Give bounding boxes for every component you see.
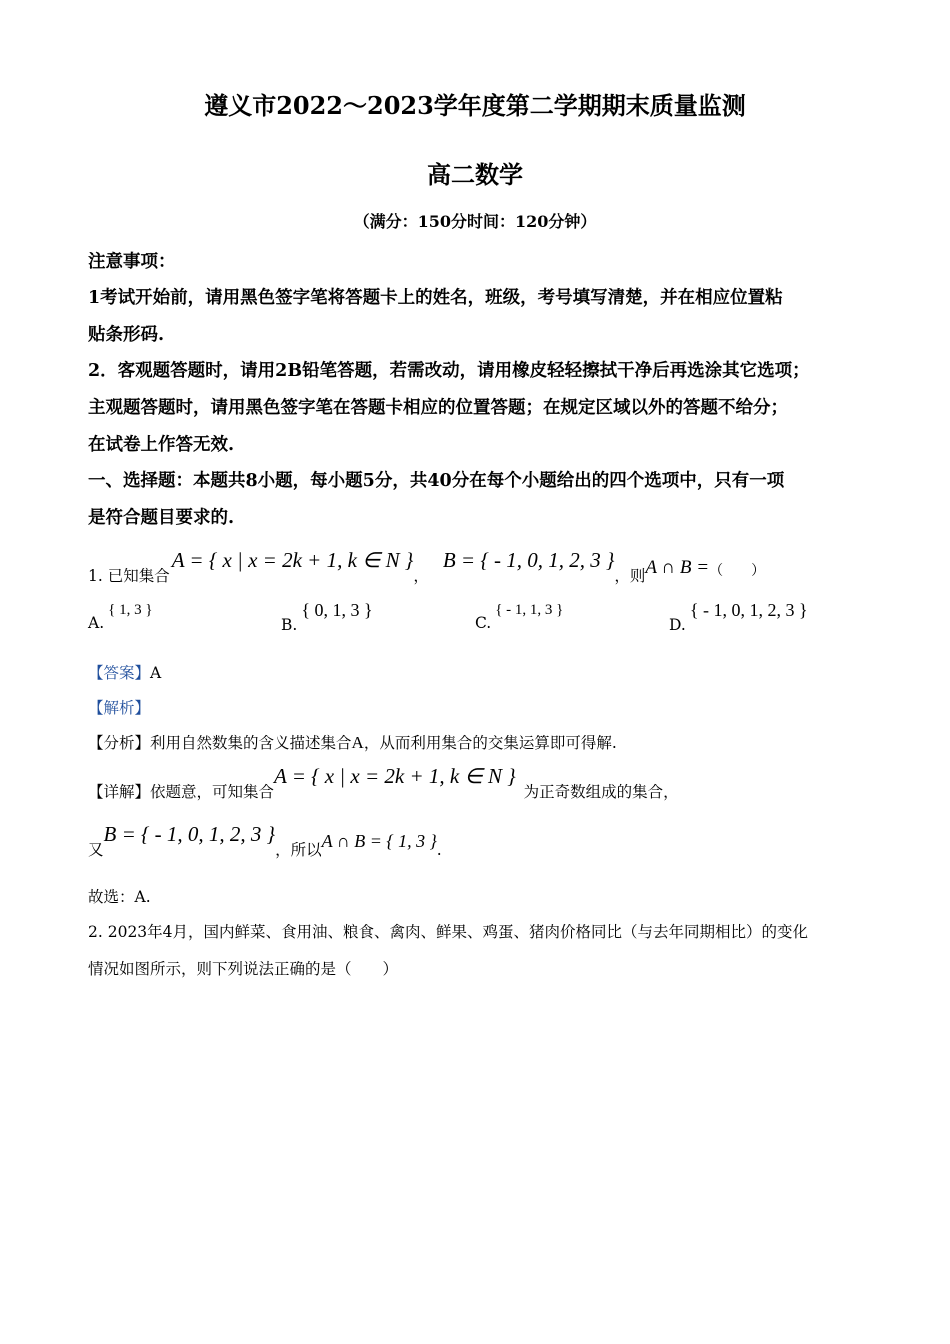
option-letter: D. <box>669 616 686 634</box>
note-2: 2．客观题答题时，请用2B铅笔答题，若需改动，请用橡皮轻轻擦拭干净后再选涂其它选项； <box>88 361 810 381</box>
exam-meta: （满分：150分时间：120分钟） <box>353 212 597 231</box>
note-2-cont: 主观题答题时，请用黑色签字笔在答题卡相应的位置答题；在规定区域以外的答题不给分； <box>88 398 788 418</box>
question-2: 2. 2023年4月，国内鲜菜、食用油、粮食、禽肉、鲜果、鸡蛋、猪肉价格同比（与去年同期相比）的变化 <box>88 923 809 941</box>
detail-tag: 【详解】 <box>88 783 151 801</box>
section-heading-cont: 是符合题目要求的. <box>88 508 235 528</box>
q1-option-d[interactable] <box>669 600 808 634</box>
option-value: { 1, 3 } <box>108 602 153 618</box>
q1-comma: ， <box>413 567 429 585</box>
note-1: 1考试开始前，请用黑色签字笔将答题卡上的姓名，班级，考号填写清楚，并在相应位置粘 <box>88 288 783 308</box>
note-1-cont: 贴条形码. <box>88 325 165 345</box>
option-value: { - 1, 1, 3 } <box>495 602 564 618</box>
fenxi-var: A <box>351 733 364 752</box>
q1-option-b[interactable] <box>281 600 373 634</box>
option-letter: B. <box>281 616 298 634</box>
q1-option-a[interactable] <box>88 600 153 632</box>
fenxi-text-a: 利用自然数集的含义描述集合 <box>150 734 352 752</box>
analysis-tag: 【解析】 <box>88 699 151 717</box>
so-text: ，所以 <box>275 841 322 859</box>
q1-choose: 故选：A. <box>88 888 151 906</box>
option-letter: C. <box>475 614 492 632</box>
answer-value: A <box>150 664 162 682</box>
fenxi-tag: 【分析】 <box>88 734 151 752</box>
option-value: { 0, 1, 3 } <box>301 600 373 620</box>
q1-expr: A ∩ B = <box>645 557 710 578</box>
q1-detail <box>88 764 679 801</box>
exam-title: 遵义市2022～2023学年度第二学期期末质量监测 <box>204 91 746 120</box>
notes-heading: 注意事项： <box>88 252 176 272</box>
section-heading: 一、选择题：本题共8小题，每小题5分，共40分在每个小题给出的四个选项中，只有一项 <box>88 471 785 491</box>
q1-paren: （ ） <box>709 563 766 579</box>
answer-tag: 【答案】 <box>88 664 151 682</box>
detail-text-a: 依题意，可知集合 <box>150 783 275 801</box>
detail-set: A = { x | x = 2k + 1, k ∈ N } <box>274 764 516 788</box>
q1-detail-2 <box>88 822 442 859</box>
q1-answer <box>88 661 161 683</box>
exam-subject: 高二数学 <box>427 160 523 189</box>
also-text: 又 <box>88 841 104 859</box>
option-letter: A. <box>88 614 105 632</box>
q1-fenxi <box>88 731 617 753</box>
q1-option-c[interactable] <box>475 600 564 632</box>
so-expr: A ∩ B = { 1, 3 } <box>321 831 437 851</box>
q1-set-b: B = { - 1, 0, 1, 2, 3 } <box>442 548 615 572</box>
note-2-cont2: 在试卷上作答无效. <box>88 435 235 455</box>
period: . <box>436 841 442 859</box>
fenxi-text-b: ，从而利用集合的交集运算即可得解. <box>363 734 617 752</box>
q1-set-a: A = { x | x = 2k + 1, k ∈ N } <box>171 548 414 572</box>
q1-then: ，则 <box>614 567 646 585</box>
question-1 <box>88 548 766 585</box>
question-2-cont: 情况如图所示，则下列说法正确的是（ ） <box>88 960 399 978</box>
q1-prefix: 1. 已知集合 <box>88 567 170 585</box>
detail-text-b: 为正奇数组成的集合， <box>523 783 679 801</box>
also-set: B = { - 1, 0, 1, 2, 3 } <box>103 822 276 846</box>
option-value: { - 1, 0, 1, 2, 3 } <box>689 600 808 620</box>
